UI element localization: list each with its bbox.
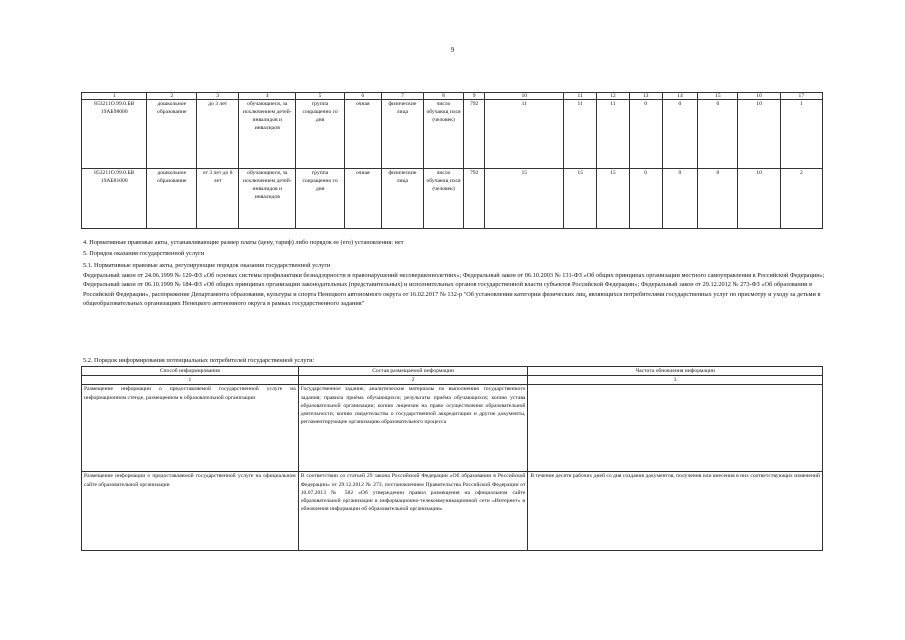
table-cell: 3 [528, 376, 823, 385]
services-volume-table [81, 92, 823, 229]
table-cell: В течение десяти рабочих дней со дня создания документов, получения или внесения в них соответствующих изменений [528, 472, 823, 551]
table-cell: число обучающ ихся (человек) [423, 169, 463, 229]
table-cell: группа сокращенно го дня [296, 169, 345, 229]
table-cell: от 3 лет до 8 лет [197, 169, 239, 229]
table-cell [528, 385, 823, 472]
table-cell: 15 [698, 93, 738, 100]
table-cell: 792 [464, 100, 485, 169]
table-cell: дошкольное образование [147, 169, 197, 229]
table-cell: 0 [629, 169, 662, 229]
section-52-title: 5.2. Порядок информирования потенциальных потребителей государственной услуги: [83, 357, 315, 364]
table-cell: 1 [82, 376, 299, 385]
table-cell: 0 [662, 169, 698, 229]
information-table [81, 366, 823, 551]
table-cell: число обучающ ихся (человек) [423, 100, 463, 169]
table-cell: обучающиеся, за исключением детей-инвалидов и инвалидов [239, 169, 296, 229]
table-cell: 17 [780, 93, 822, 100]
table-cell: 853211О.99.0.БВ 19АБ98000 [82, 100, 147, 169]
table-cell: 12 [597, 93, 630, 100]
table-cell: 10 [738, 169, 780, 229]
table-cell: 11 [597, 100, 630, 169]
table-cell: 0 [698, 169, 738, 229]
table-cell: 15 [485, 169, 564, 229]
table-cell: группа сокращенно го дня [296, 100, 345, 169]
table-number-row [82, 376, 823, 385]
table-cell: 792 [464, 169, 485, 229]
table-cell: физические лица [381, 169, 423, 229]
table-cell: 13 [629, 93, 662, 100]
table-cell: В соответствии со статьей 29 закона Российской Федерации «Об образовании в Российской Федерации» от 29.12.2012 № 273, постановлением Правительства Российской Федерации от 10.07.2013 № 582 «Об утверждении правил размещения на официальном сайте образовательной организации в информационно-телекоммуникационной сети «Интернет» и обновления информации об образовательной организации» [298, 472, 528, 551]
table-cell: 853211О.99.0.БВ 19АБ81000 [82, 169, 147, 229]
table-cell: 0 [629, 100, 662, 169]
table-header-row [82, 93, 823, 100]
table-cell: 2 [780, 169, 822, 229]
table-cell: обучающиеся, за исключением детей-инвалидов и инвалидов [239, 100, 296, 169]
table-cell: 5 [296, 93, 345, 100]
table-cell: очная [344, 100, 381, 169]
table-cell: 1 [780, 100, 822, 169]
table-cell: 7 [381, 93, 423, 100]
table-cell: 11 [564, 100, 597, 169]
table-cell: Размещение информации о предоставляемой государственной услуге на информационном стенде, размещенном в образовательной организации [82, 385, 299, 472]
table-cell: Способ информирования [82, 367, 299, 376]
table-cell: до 3 лет [197, 100, 239, 169]
paragraph-acts-list: Федеральный закон от 24.06.1999 № 120-ФЗ «Об основах системы профилактики безнадзорности и правонарушений несовершеннолетних»; Федеральный закон от 06.10.2003 № 131-ФЗ «Об общих принципах организации местного самоуправления в Российской Федерации»; Федеральный закон от 06.10.1999 № 184-ФЗ «Об общих принципах организации законодательных (представительных) и исполнительных органов государственной власти субъектов Российской Федерации»; Федеральный закон от 29.12.2012 № 273-ФЗ «Об образовании в Российской Федерации», распоряжение Департамента образования, культуры и спорта Ненецкого автономного округа от 16.02.2017 № 132-р "Об установлении категории физических лиц, являющихся потребителями государственных услуг по присмотру и уходу за детьми в общеобразовательных организациях Ненецкого автономного округа в рамках государственного задания" [83, 272, 825, 307]
table-row [82, 385, 823, 472]
paragraph-fee-acts: 4. Нормативные правовые акты, устанавливающие размер платы (цену, тариф) либо порядок ее (его) установления: нет [83, 239, 404, 246]
table-cell: Размещение информации о предоставляемой государственной услуге на официальном сайте образовательной организации [82, 472, 299, 551]
table-cell: физические лица [381, 100, 423, 169]
table-row [82, 100, 823, 169]
paragraph-acts-heading: 5.1. Нормативные правовые акты, регулирующие порядок оказания государственной услуги [83, 262, 331, 269]
table-cell: 1 [82, 93, 147, 100]
table-cell: 0 [698, 100, 738, 169]
table-header-row [82, 367, 823, 376]
table-cell: 10 [485, 93, 564, 100]
table-row [82, 169, 823, 229]
table-cell: Состав размещаемой информации [298, 367, 528, 376]
table-cell: 16 [738, 93, 780, 100]
table-row [82, 472, 823, 551]
table-cell: 8 [423, 93, 463, 100]
table-cell: 11 [485, 100, 564, 169]
table-cell: дошкольное образование [147, 100, 197, 169]
table-cell: 15 [564, 169, 597, 229]
table-cell: 10 [738, 100, 780, 169]
table-cell: 3 [197, 93, 239, 100]
table-cell: 15 [597, 169, 630, 229]
table-cell: очная [344, 169, 381, 229]
table-cell: 6 [344, 93, 381, 100]
table-cell: 2 [298, 376, 528, 385]
table-cell: 0 [662, 100, 698, 169]
page-number: 9 [450, 46, 455, 54]
table-cell: 11 [564, 93, 597, 100]
table-cell: 9 [464, 93, 485, 100]
table-cell: 4 [239, 93, 296, 100]
table-cell: Частота обновления информации [528, 367, 823, 376]
table-cell: 2 [147, 93, 197, 100]
table-cell: 14 [662, 93, 698, 100]
paragraph-procedure: 5. Порядок оказания государственной услуги [83, 250, 205, 257]
table-cell: Государственное задание, аналитические материалы по выполнению государственного задания; правила приёма обучающихся; результаты приёма обучающихся; копию устава образовательной организации; копию лицензии на право осуществления образовательной деятельности; копию свидетельства о государственной аккредитации и другие документы, регламентирующие организацию образовательного процесса [298, 385, 528, 472]
